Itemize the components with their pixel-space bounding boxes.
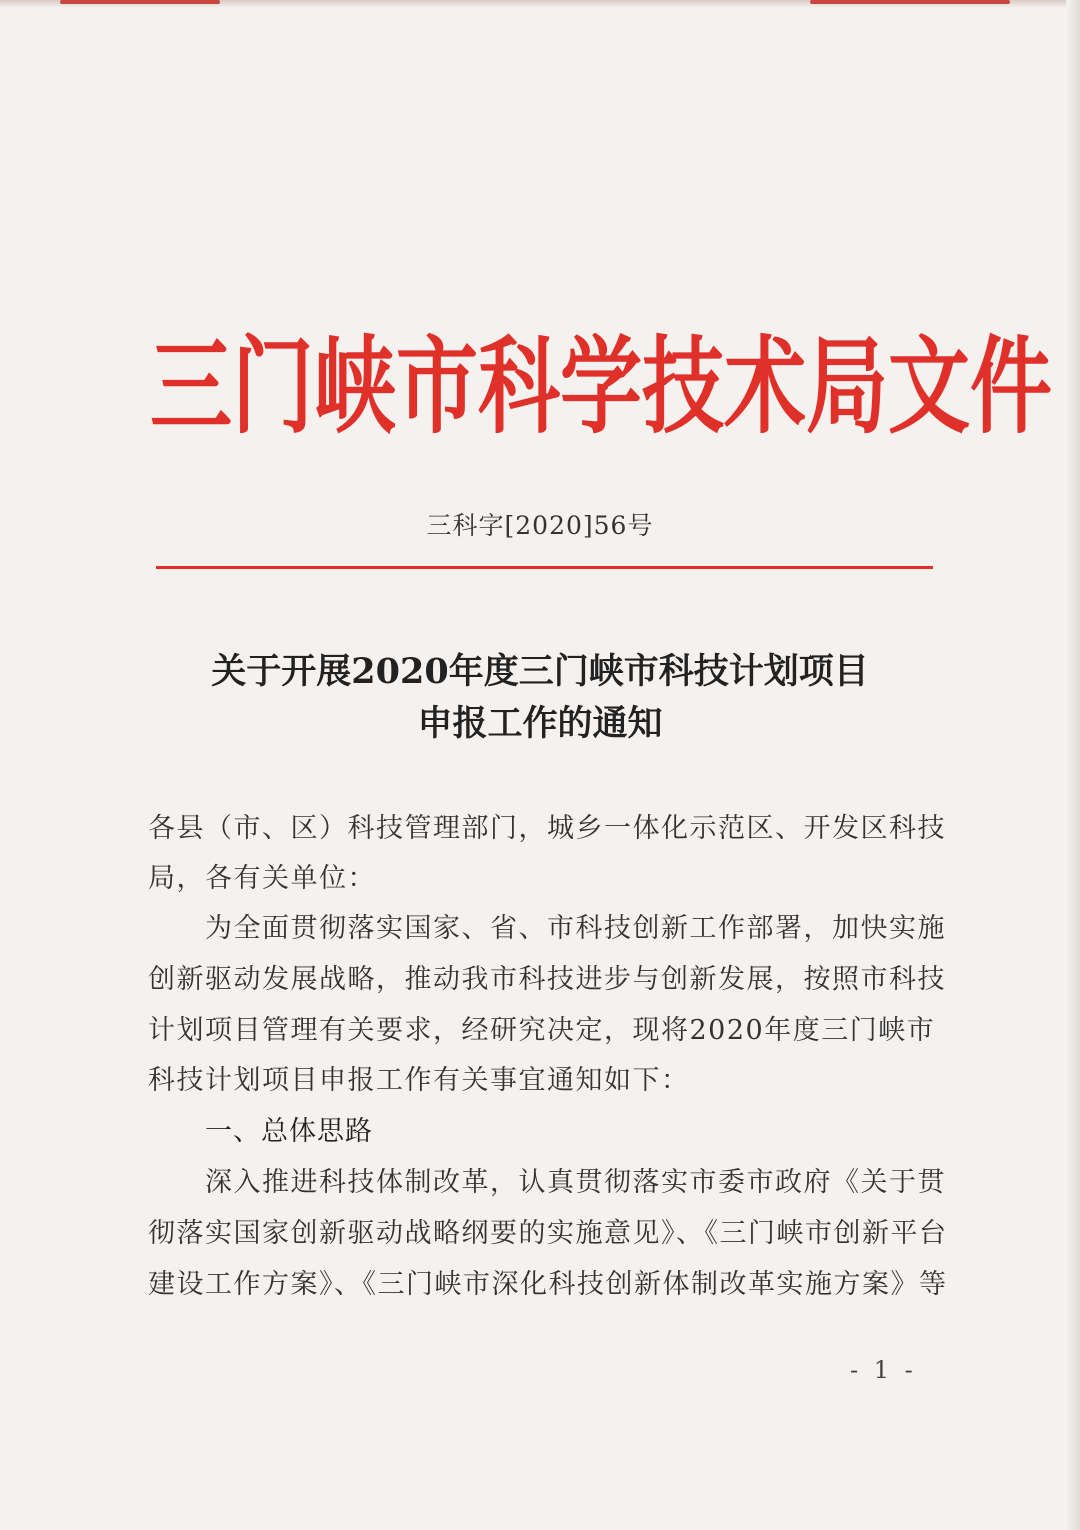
header-red-rule [156, 566, 933, 569]
page-edge-right [1066, 0, 1080, 1530]
page-number: - 1 - [850, 1356, 917, 1384]
section-heading-1: 一、总体思路 [205, 1116, 373, 1147]
notice-title-line-1: 关于开展2020年度三门峡市科技计划项目 [211, 651, 869, 692]
document-number: 三科字[2020]56号 [426, 511, 654, 540]
body-line: 局，各有关单位： [148, 863, 376, 894]
notice-title-line-2: 申报工作的通知 [417, 703, 663, 744]
body-line: 创新驱动发展战略，推动我市科技进步与创新发展，按照市科技 [148, 964, 946, 995]
body-line: 计划项目管理有关要求，经研究决定，现将2020年度三门峡市 [148, 1015, 936, 1046]
body-line: 各县（市、区）科技管理部门，城乡一体化示范区、开发区科技 [148, 813, 946, 844]
document-header-title: 三门峡市科学技术局文件 [150, 326, 1053, 449]
top-left-red-mark [60, 0, 220, 4]
body-line: 建设工作方案》、《三门峡市深化科技创新体制改革实施方案》等 [148, 1269, 948, 1300]
body-line: 为全面贯彻落实国家、省、市科技创新工作部署，加快实施 [148, 913, 946, 944]
body-line: 深入推进科技体制改革，认真贯彻落实市委市政府《关于贯 [148, 1167, 946, 1198]
top-right-red-mark [810, 0, 1010, 4]
body-line: 彻落实国家创新驱动战略纲要的实施意见》、《三门峡市创新平台 [148, 1218, 948, 1249]
body-line: 科技计划项目申报工作有关事宜通知如下： [148, 1065, 690, 1096]
